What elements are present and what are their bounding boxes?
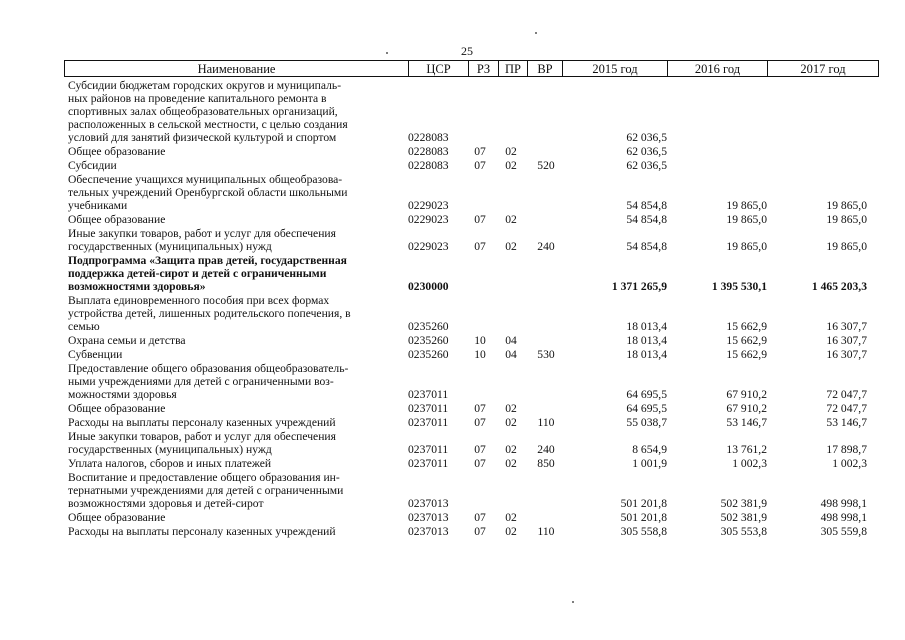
- row-name-line: спортивных залах общеобразовательных организаций,: [68, 105, 338, 118]
- row-csr: 0237011: [408, 416, 449, 429]
- row-name-line: тельных учреждений Оренбургской области школьными: [68, 186, 348, 199]
- row-pr: 02: [505, 525, 517, 538]
- row-rz: 10: [474, 348, 486, 361]
- row-name-line: Воспитание и предоставление общего образования ин-: [68, 471, 340, 484]
- row-name-line: поддержка детей-сирот и детей с ограниченными: [68, 267, 327, 280]
- row-pr: 02: [505, 443, 517, 456]
- table-row: [64, 348, 879, 361]
- row-name-line: Подпрограмма «Защита прав детей, государственная: [68, 254, 347, 267]
- row-2017: 1 002,3: [832, 457, 867, 470]
- row-name: [68, 430, 388, 456]
- row-2016: 15 662,9: [726, 348, 767, 361]
- row-rz: 07: [474, 159, 486, 172]
- row-csr: 0228083: [408, 145, 449, 158]
- row-2015: 62 036,5: [626, 145, 667, 158]
- row-2016: 19 865,0: [726, 213, 767, 226]
- row-2017: 305 559,8: [820, 525, 867, 538]
- row-name-line: Иные закупки товаров, работ и услуг для обеспечения: [68, 227, 336, 240]
- row-name-line: семью: [68, 320, 100, 333]
- row-2016: 19 865,0: [726, 240, 767, 253]
- page-number: 25: [461, 44, 473, 58]
- row-2016: 15 662,9: [726, 334, 767, 347]
- table-row: [64, 430, 879, 456]
- row-name-line: учебниками: [68, 199, 128, 212]
- row-2015: 62 036,5: [626, 159, 667, 172]
- row-csr: 0228083: [408, 159, 449, 172]
- row-rz: 07: [474, 525, 486, 538]
- table-row: [64, 334, 879, 347]
- row-2015: 54 854,8: [626, 213, 667, 226]
- row-2016: 1 002,3: [732, 457, 767, 470]
- row-pr: 04: [505, 334, 517, 347]
- row-2015: 501 201,8: [620, 497, 667, 510]
- row-csr: 0229023: [408, 199, 449, 212]
- scan-speck: [535, 32, 537, 34]
- col-header-rz: РЗ: [469, 61, 499, 76]
- row-name: [68, 213, 388, 226]
- row-name-line: Субсидии бюджетам городских округов и муниципаль-: [68, 79, 342, 92]
- row-rz: 07: [474, 416, 486, 429]
- row-rz: 10: [474, 334, 486, 347]
- row-name: [68, 457, 388, 470]
- row-pr: 02: [505, 511, 517, 524]
- row-name: [68, 334, 388, 347]
- row-rz: 07: [474, 443, 486, 456]
- row-2015: 18 013,4: [626, 348, 667, 361]
- row-name-line: тернатными учреждениями для детей с ограниченными: [68, 484, 344, 497]
- row-name-line: Общее образование: [68, 511, 166, 524]
- row-2016: 15 662,9: [726, 320, 767, 333]
- table-row: [64, 173, 879, 212]
- row-pr: 02: [505, 402, 517, 415]
- table-row: [64, 145, 879, 158]
- row-2016: 502 381,9: [720, 511, 767, 524]
- row-2015: 54 854,8: [626, 199, 667, 212]
- row-2017: 72 047,7: [826, 388, 867, 401]
- row-2016: 1 395 530,1: [711, 280, 767, 293]
- table-row: [64, 254, 879, 293]
- row-name-line: ных районов на проведение капитального ремонта в: [68, 92, 327, 105]
- table-row: [64, 416, 879, 429]
- row-2015: 62 036,5: [626, 131, 667, 144]
- row-vr: 530: [537, 348, 555, 361]
- row-2015: 54 854,8: [626, 240, 667, 253]
- row-2017: 16 307,7: [826, 348, 867, 361]
- row-2016: 502 381,9: [720, 497, 767, 510]
- row-csr: 0235260: [408, 320, 449, 333]
- row-name-line: Общее образование: [68, 213, 166, 226]
- row-name-line: устройства детей, лишенных родительского попечения, в: [68, 307, 351, 320]
- row-2015: 8 654,9: [632, 443, 667, 456]
- row-pr: 02: [505, 145, 517, 158]
- row-name-line: можностями здоровья: [68, 388, 177, 401]
- row-name: [68, 348, 388, 361]
- row-2016: 53 146,7: [726, 416, 767, 429]
- table-row: [64, 362, 879, 401]
- row-2015: 18 013,4: [626, 320, 667, 333]
- table-row: [64, 227, 879, 253]
- scan-speck: [386, 52, 388, 54]
- row-pr: 02: [505, 457, 517, 470]
- row-csr: 0235260: [408, 334, 449, 347]
- row-vr: 110: [537, 416, 555, 429]
- row-name-line: Общее образование: [68, 145, 166, 158]
- row-name: [68, 402, 388, 415]
- row-vr: 850: [537, 457, 555, 470]
- row-2017: 19 865,0: [826, 240, 867, 253]
- row-pr: 02: [505, 240, 517, 253]
- col-header-vr: ВР: [528, 61, 563, 76]
- row-csr: 0237013: [408, 497, 449, 510]
- row-2015: 64 695,5: [626, 402, 667, 415]
- row-2017: 19 865,0: [826, 213, 867, 226]
- row-pr: 02: [505, 213, 517, 226]
- row-name-line: Обеспечение учащихся муниципальных общеобразова-: [68, 173, 343, 186]
- row-csr: 0237011: [408, 402, 449, 415]
- row-2015: 55 038,7: [626, 416, 667, 429]
- row-2016: 305 553,8: [720, 525, 767, 538]
- col-header-2017: 2017 год: [800, 62, 846, 76]
- table-row: [64, 294, 879, 333]
- row-name: [68, 416, 388, 429]
- row-2016: 67 910,2: [726, 388, 767, 401]
- row-2017: 1 465 203,3: [811, 280, 867, 293]
- col-header-2016: 2016 год: [668, 61, 768, 76]
- row-rz: 07: [474, 213, 486, 226]
- row-2017: 498 998,1: [820, 497, 867, 510]
- col-header-pr: ПР: [499, 61, 528, 76]
- table-row: [64, 402, 879, 415]
- row-name: [68, 471, 388, 510]
- row-name: [68, 254, 388, 293]
- row-rz: 07: [474, 511, 486, 524]
- row-name: [68, 79, 388, 144]
- row-csr: 0237011: [408, 388, 449, 401]
- row-vr: 110: [537, 525, 555, 538]
- row-name: [68, 362, 388, 401]
- row-csr: 0229023: [408, 213, 449, 226]
- row-2017: 16 307,7: [826, 334, 867, 347]
- row-csr: 0237011: [408, 457, 449, 470]
- table-row: [64, 159, 879, 172]
- row-name-line: Расходы на выплаты персоналу казенных учреждений: [68, 416, 336, 429]
- col-header-name: Наименование: [65, 61, 409, 76]
- row-name-line: возможностями здоровья и детей-сирот: [68, 497, 264, 510]
- row-pr: 02: [505, 416, 517, 429]
- row-name-line: Уплата налогов, сборов и иных платежей: [68, 457, 272, 470]
- row-2015: 1 371 265,9: [611, 280, 667, 293]
- row-2016: 13 761,2: [726, 443, 767, 456]
- row-name-line: возможностями здоровья»: [68, 280, 206, 293]
- row-pr: 04: [505, 348, 517, 361]
- row-2017: 53 146,7: [826, 416, 867, 429]
- row-name-line: Расходы на выплаты персоналу казенных учреждений: [68, 525, 336, 538]
- row-name: [68, 511, 388, 524]
- row-2016: 19 865,0: [726, 199, 767, 212]
- row-2015: 305 558,8: [620, 525, 667, 538]
- scan-speck: [572, 601, 574, 603]
- row-rz: 07: [474, 240, 486, 253]
- row-name: [68, 294, 388, 333]
- row-name: [68, 159, 388, 172]
- row-csr: 0237013: [408, 511, 449, 524]
- row-csr: 0237013: [408, 525, 449, 538]
- row-name-line: Выплата единовременного пособия при всех формах: [68, 294, 330, 307]
- table-row: [64, 511, 879, 524]
- row-csr: 0228083: [408, 131, 449, 144]
- table-row: [64, 213, 879, 226]
- row-vr: 520: [537, 159, 555, 172]
- row-name: [68, 173, 388, 212]
- row-vr: 240: [537, 443, 555, 456]
- row-name-line: Субвенции: [68, 348, 123, 361]
- row-2016: 67 910,2: [726, 402, 767, 415]
- col-header-2015: 2015 год: [563, 61, 668, 76]
- row-pr: 02: [505, 159, 517, 172]
- row-2017: 16 307,7: [826, 320, 867, 333]
- row-vr: 240: [537, 240, 555, 253]
- row-csr: 0237011: [408, 443, 449, 456]
- row-2015: 18 013,4: [626, 334, 667, 347]
- row-rz: 07: [474, 145, 486, 158]
- row-2017: 19 865,0: [826, 199, 867, 212]
- row-rz: 07: [474, 402, 486, 415]
- row-csr: 0235260: [408, 348, 449, 361]
- table-row: [64, 457, 879, 470]
- table-row: [64, 79, 879, 144]
- table-row: [64, 525, 879, 538]
- row-name-line: ными учреждениями для детей с ограниченными воз-: [68, 375, 334, 388]
- row-name-line: Иные закупки товаров, работ и услуг для обеспечения: [68, 430, 336, 443]
- row-name-line: условий для занятий физической культурой и спортом: [68, 131, 337, 144]
- row-name-line: Субсидии: [68, 159, 117, 172]
- row-2017: 72 047,7: [826, 402, 867, 415]
- row-name: [68, 525, 388, 538]
- row-name-line: Предоставление общего образования общеобразователь-: [68, 362, 349, 375]
- row-2015: 501 201,8: [620, 511, 667, 524]
- row-csr: 0229023: [408, 240, 449, 253]
- table-row: [64, 471, 879, 510]
- row-csr: 0230000: [408, 280, 449, 293]
- row-2015: 64 695,5: [626, 388, 667, 401]
- row-2015: 1 001,9: [632, 457, 667, 470]
- row-2017: 498 998,1: [820, 511, 867, 524]
- row-name: [68, 145, 388, 158]
- row-name-line: Охрана семьи и детства: [68, 334, 186, 347]
- row-rz: 07: [474, 457, 486, 470]
- row-name: [68, 227, 388, 253]
- table-header: [64, 60, 879, 77]
- row-2017: 17 898,7: [826, 443, 867, 456]
- col-header-csr: ЦСР: [409, 61, 469, 76]
- row-name-line: государственных (муниципальных) нужд: [68, 240, 272, 253]
- row-name-line: Общее образование: [68, 402, 166, 415]
- row-name-line: государственных (муниципальных) нужд: [68, 443, 272, 456]
- row-name-line: расположенных в сельской местности, с целью создания: [68, 118, 348, 131]
